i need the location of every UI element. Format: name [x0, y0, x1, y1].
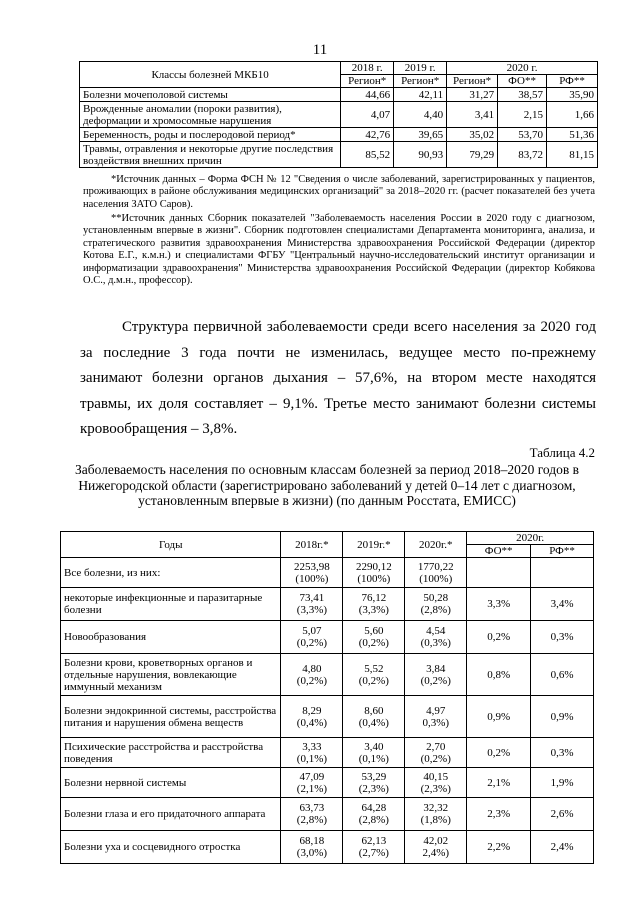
cell-fo: 0,9% — [467, 696, 531, 738]
cell-value: 5,07 (0,2%) — [281, 621, 343, 654]
table-row — [80, 142, 598, 168]
cell-value: 42,76 — [341, 128, 394, 142]
table-row — [80, 128, 598, 142]
cell-rf: 2,4% — [531, 831, 594, 864]
cell-value: 68,18 (3,0%) — [281, 831, 343, 864]
row-label: Болезни эндокринной системы, расстройства питания и нарушения обмена веществ — [61, 696, 281, 738]
cell-value: 31,27 — [447, 88, 498, 102]
table-row — [61, 558, 594, 588]
cell-rf: 0,6% — [531, 654, 594, 696]
table-row — [61, 831, 594, 864]
cell-value: 2,15 — [498, 102, 547, 128]
footnote-1 — [83, 174, 595, 211]
cell-value: 42,02 2,4%) — [405, 831, 467, 864]
cell-value: 42,11 — [394, 88, 447, 102]
cell-value: 3,84 (0,2%) — [405, 654, 467, 696]
table-row — [61, 798, 594, 831]
row-label: Болезни глаза и его придаточного аппарата — [61, 798, 281, 831]
cell-value: 85,52 — [341, 142, 394, 168]
cell-rf: 0,3% — [531, 621, 594, 654]
footnote-2-text: **Источник данных Сборник показателей "Заболеваемость населения России в 2020 году с диагнозом, установленным впервые в жизни". Сборник подготовлен специалистами Департамента мониторинга, анализа, и стратегического развития здравоохранения Министерства здравоохранения Российской Федерации (директор Котова Е.Г., к.м.н.) и специалистами ФГБУ "Центральный научно-исследовательский институт организации и информатизации здравоохранения" Министерства здравоохранения Российской Федерации (директор Кобякова О.С., д.м.н., профессор). — [83, 213, 595, 287]
children-morbidity-table — [60, 531, 594, 864]
row-label: Болезни мочеполовой системы — [80, 88, 341, 102]
table-row — [61, 738, 594, 768]
row-label: Психические расстройства и расстройства поведения — [61, 738, 281, 768]
table2-header-fo: ФО** — [467, 545, 531, 558]
cell-value: 64,28 (2,8%) — [343, 798, 405, 831]
cell-value: 73,41 (3,3%) — [281, 588, 343, 621]
table1-header-region-2020: Регион* — [447, 75, 498, 88]
table2-header-rf: РФ** — [531, 545, 594, 558]
cell-value: 4,07 — [341, 102, 394, 128]
cell-value: 4,97 0,3%) — [405, 696, 467, 738]
table-title: Заболеваемость населения по основным классам болезней за период 2018–2020 годов в Нижегородской области (зарегистрировано заболеваний у детей 0–14 лет с диагнозом, установленным впервые в жизни) (по данным Росстата, ЕМИСС) — [74, 462, 580, 508]
body-paragraph — [80, 315, 596, 443]
cell-rf: 0,3% — [531, 738, 594, 768]
cell-value: 1,66 — [547, 102, 598, 128]
row-label: некоторые инфекционные и паразитарные болезни — [61, 588, 281, 621]
cell-value: 2,70 (0,2%) — [405, 738, 467, 768]
cell-value: 79,29 — [447, 142, 498, 168]
cell-value: 35,90 — [547, 88, 598, 102]
table1-header-region-2019: Регион* — [394, 75, 447, 88]
row-label: Все болезни, из них: — [61, 558, 281, 588]
cell-value: 76,12 (3,3%) — [343, 588, 405, 621]
cell-value: 3,33 (0,1%) — [281, 738, 343, 768]
cell-value: 44,66 — [341, 88, 394, 102]
cell-value: 1770,22 (100%) — [405, 558, 467, 588]
table2-header-2020: 2020г.* — [405, 532, 467, 558]
row-label: Болезни крови, кроветворных органов и отдельные нарушения, вовлекающие иммунный механизм — [61, 654, 281, 696]
cell-value: 38,57 — [498, 88, 547, 102]
table-row — [61, 654, 594, 696]
cell-value: 5,52 (0,2%) — [343, 654, 405, 696]
cell-value: 35,02 — [447, 128, 498, 142]
disease-classes-table — [79, 61, 598, 168]
cell-fo: 2,1% — [467, 768, 531, 798]
cell-rf: 0,9% — [531, 696, 594, 738]
footnote-2 — [83, 213, 595, 287]
cell-value: 39,65 — [394, 128, 447, 142]
cell-fo: 0,2% — [467, 621, 531, 654]
table1-header-rf: РФ** — [547, 75, 598, 88]
table-row — [61, 696, 594, 738]
cell-value: 47,09 (2,1%) — [281, 768, 343, 798]
cell-fo: 0,8% — [467, 654, 531, 696]
cell-value: 8,29 (0,4%) — [281, 696, 343, 738]
row-label: Травмы, отравления и некоторые другие последствия воздействия внешних причин — [80, 142, 341, 168]
cell-fo: 0,2% — [467, 738, 531, 768]
cell-fo — [467, 558, 531, 588]
row-label: Болезни нервной системы — [61, 768, 281, 798]
cell-value: 90,93 — [394, 142, 447, 168]
cell-value: 2253,98 (100%) — [281, 558, 343, 588]
table1-header-2020: 2020 г. — [447, 62, 598, 75]
table-row — [61, 621, 594, 654]
cell-value: 32,32 (1,8%) — [405, 798, 467, 831]
cell-value: 53,70 — [498, 128, 547, 142]
cell-value: 4,80 (0,2%) — [281, 654, 343, 696]
row-label: Болезни уха и сосцевидного отростка — [61, 831, 281, 864]
cell-value: 2290,12 (100%) — [343, 558, 405, 588]
table1-header-2018: 2018 г. — [341, 62, 394, 75]
cell-rf: 1,9% — [531, 768, 594, 798]
table1-header-classes: Классы болезней МКБ10 — [80, 62, 341, 88]
table1-header-2019: 2019 г. — [394, 62, 447, 75]
cell-value: 50,28 (2,8%) — [405, 588, 467, 621]
body-paragraph-text: Структура первичной заболеваемости среди всего населения за 2020 год за последние 3 года почти не изменилась, ведущее место по-прежнему занимают болезни органов дыхания – 57,6%, на втором месте находятся травмы, их доля составляет – 9,1%. Третье место занимают болезни системы кровообращения – 3,8%. — [80, 319, 596, 437]
table-number-label: Таблица 4.2 — [529, 445, 595, 460]
table2-header-2018: 2018г.* — [281, 532, 343, 558]
footnote-1-text: *Источник данных – Форма ФСН № 12 "Сведения о числе заболеваний, зарегистрированных у пациентов, проживающих в районе обслуживания медицинских организаций" за 2018–2020 гг. (расчет показателей без учета населения ЗАТО Саров). — [83, 174, 595, 210]
cell-value: 51,36 — [547, 128, 598, 142]
table-row — [80, 88, 598, 102]
cell-value: 53,29 (2,3%) — [343, 768, 405, 798]
row-label: Новообразования — [61, 621, 281, 654]
cell-rf: 3,4% — [531, 588, 594, 621]
cell-rf: 2,6% — [531, 798, 594, 831]
row-label: Беременность, роды и послеродовой период* — [80, 128, 341, 142]
table1-header-region-2018: Регион* — [341, 75, 394, 88]
page-number: 11 — [312, 42, 328, 58]
cell-value: 4,54 (0,3%) — [405, 621, 467, 654]
table-row — [61, 588, 594, 621]
cell-fo: 2,3% — [467, 798, 531, 831]
cell-fo: 2,2% — [467, 831, 531, 864]
cell-value: 62,13 (2,7%) — [343, 831, 405, 864]
cell-value: 63,73 (2,8%) — [281, 798, 343, 831]
table-row — [61, 768, 594, 798]
table2-header-2020-group: 2020г. — [467, 532, 594, 545]
table-row — [80, 102, 598, 128]
cell-value: 81,15 — [547, 142, 598, 168]
cell-rf — [531, 558, 594, 588]
row-label: Врожденные аномалии (пороки развития), деформации и хромосомные нарушения — [80, 102, 341, 128]
cell-value: 3,41 — [447, 102, 498, 128]
cell-value: 40,15 (2,3%) — [405, 768, 467, 798]
cell-value: 83,72 — [498, 142, 547, 168]
cell-fo: 3,3% — [467, 588, 531, 621]
cell-value: 5,60 (0,2%) — [343, 621, 405, 654]
table2-header-years: Годы — [61, 532, 281, 558]
cell-value: 4,40 — [394, 102, 447, 128]
cell-value: 8,60 (0,4%) — [343, 696, 405, 738]
table2-header-2019: 2019г.* — [343, 532, 405, 558]
cell-value: 3,40 (0,1%) — [343, 738, 405, 768]
table1-header-fo: ФО** — [498, 75, 547, 88]
